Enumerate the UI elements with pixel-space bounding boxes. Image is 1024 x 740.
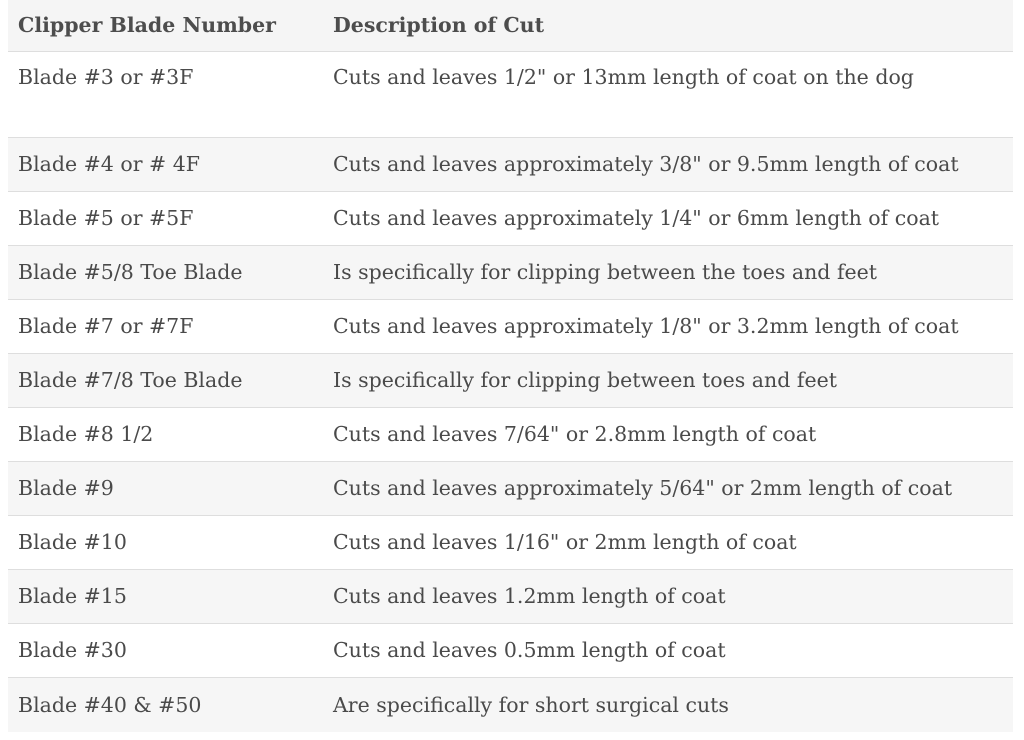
table-row (8, 462, 1013, 516)
blade-cell: Blade #9 (18, 476, 114, 501)
table-row (8, 192, 1013, 246)
description-cell: Cuts and leaves 1.2mm length of coat (333, 584, 726, 609)
description-cell: Cuts and leaves approximately 3/8" or 9.5mm length of coat (333, 152, 959, 177)
table-row (8, 354, 1013, 408)
table-row (8, 408, 1013, 462)
blade-cell: Blade #40 & #50 (18, 692, 202, 717)
table-header-row (8, 0, 1013, 52)
description-cell: Cuts and leaves 7/64" or 2.8mm length of coat (333, 422, 817, 447)
blade-cell: Blade #4 or # 4F (18, 152, 200, 177)
table-row (8, 300, 1013, 354)
description-cell: Cuts and leaves approximately 5/64" or 2mm length of coat (333, 476, 953, 501)
header-clipper-blade-number: Clipper Blade Number (18, 13, 276, 38)
header-description-of-cut: Description of Cut (333, 13, 545, 38)
description-cell: Is specifically for clipping between toes and feet (333, 368, 837, 393)
description-cell: Cuts and leaves approximately 1/4" or 6mm length of coat (333, 206, 940, 231)
table-row (8, 246, 1013, 300)
description-cell: Cuts and leaves 1/2" or 13mm length of coat on the dog (333, 65, 914, 89)
table-row (8, 138, 1013, 192)
table-row (8, 570, 1013, 624)
description-cell: Is specifically for clipping between the toes and feet (333, 260, 878, 285)
blade-cell: Blade #15 (18, 584, 127, 609)
table-row (8, 624, 1013, 678)
blade-cell: Blade #8 1/2 (18, 422, 154, 447)
blade-cell: Blade #7 or #7F (18, 314, 194, 339)
description-cell: Are specifically for short surgical cuts (333, 692, 729, 717)
blade-cell: Blade #3 or #3F (18, 65, 194, 89)
blade-cell: Blade #5 or #5F (18, 206, 194, 231)
table-row (8, 52, 1013, 138)
description-cell: Cuts and leaves 1/16" or 2mm length of coat (333, 530, 797, 555)
description-cell: Cuts and leaves 0.5mm length of coat (333, 638, 726, 663)
blade-cell: Blade #30 (18, 638, 127, 663)
description-cell: Cuts and leaves approximately 1/8" or 3.2mm length of coat (333, 314, 959, 339)
clipper-blade-table (8, 0, 1013, 732)
blade-cell: Blade #10 (18, 530, 127, 555)
blade-cell: Blade #5/8 Toe Blade (18, 260, 243, 285)
blade-cell: Blade #7/8 Toe Blade (18, 368, 243, 393)
table-row (8, 516, 1013, 570)
table-row (8, 678, 1013, 732)
